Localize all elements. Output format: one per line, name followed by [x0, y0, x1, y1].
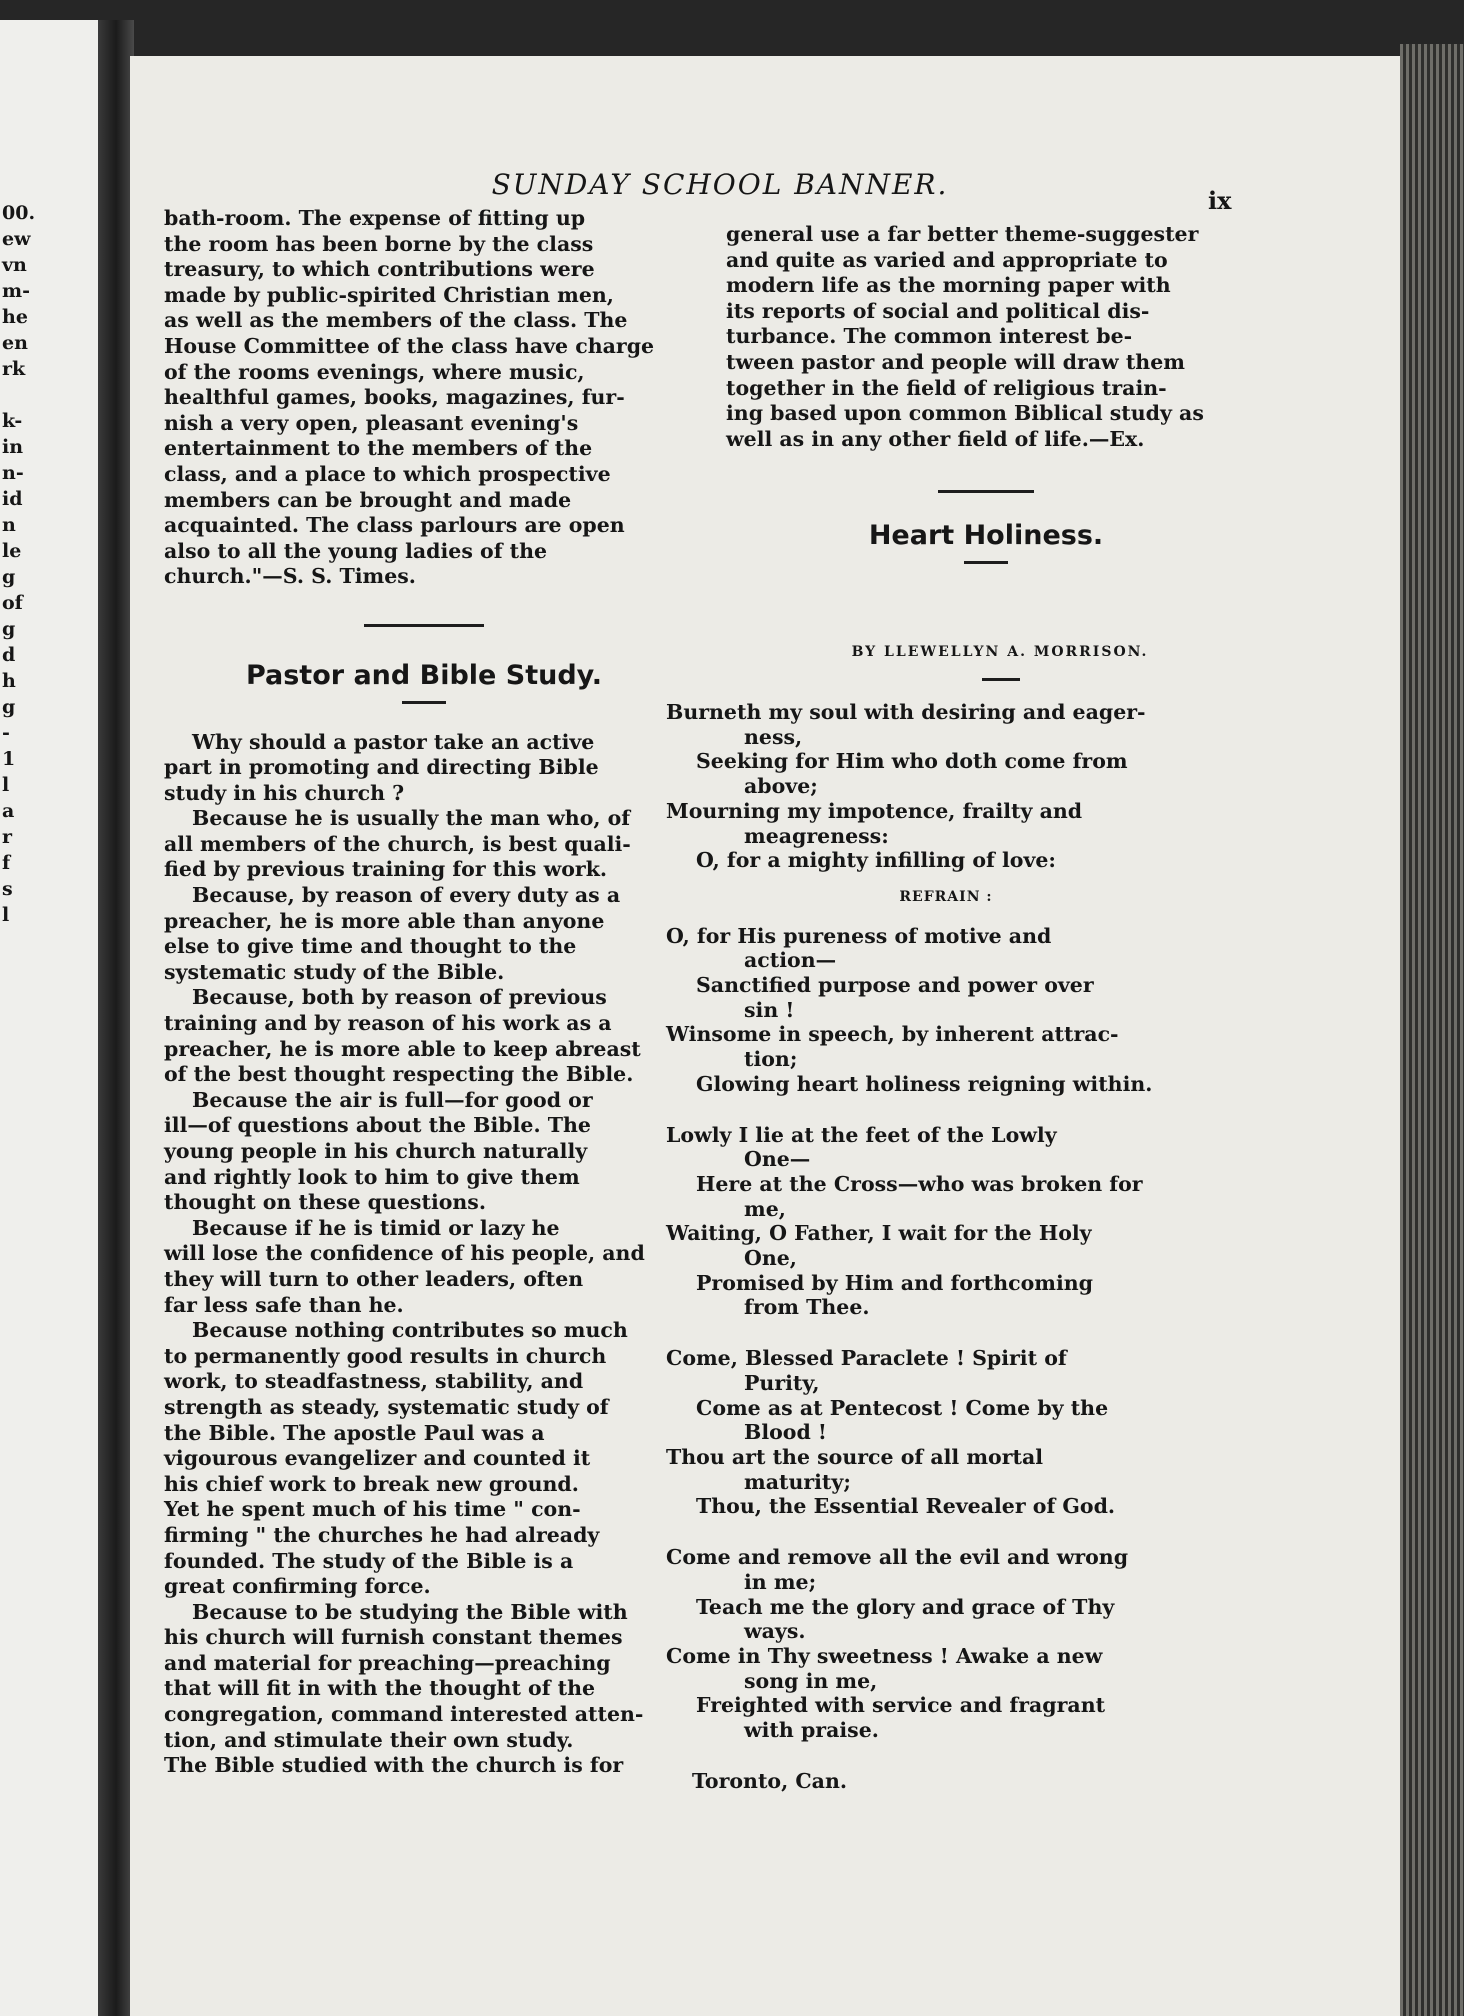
text-line: also to all the young ladies of the	[164, 538, 548, 563]
poem-line: Lowly I lie at the feet of the Lowly	[666, 1122, 1057, 1147]
poem-line: in me;	[744, 1569, 817, 1594]
text-fragment: rk	[2, 358, 26, 380]
poem-stanza	[666, 924, 1226, 1097]
poem-line: Come as at Pentecost ! Come by the	[696, 1395, 1109, 1420]
page-number: ix	[1208, 186, 1232, 215]
poem-line: Glowing heart holiness reigning within.	[696, 1071, 1153, 1096]
left-column	[164, 206, 684, 1779]
text-line: vigourous evangelizer and counted it	[164, 1446, 591, 1471]
text-fragment: -	[2, 722, 10, 744]
text-fragment: id	[2, 488, 23, 510]
text-line: study in his church ?	[164, 780, 405, 805]
text-line: and quite as varied and appropriate to	[726, 247, 1168, 272]
text-line: far less safe than he.	[164, 1292, 404, 1317]
text-line: they will turn to other leaders, often	[164, 1266, 584, 1291]
continued-article	[726, 222, 1246, 452]
article-body	[164, 730, 684, 1779]
byline-rule	[982, 678, 1020, 681]
poem-byline: BY LLEWELLYN A. MORRISON.	[851, 644, 1149, 660]
text-line: healthful games, books, magazines, fur-	[164, 385, 625, 410]
text-line: of the rooms evenings, where music,	[164, 359, 585, 384]
text-fragment: d	[2, 644, 16, 666]
title-rule	[964, 561, 1008, 564]
poem-stanza	[666, 1123, 1226, 1321]
text-line: work, to steadfastness, stability, and	[164, 1369, 584, 1394]
poem-line: Here at the Cross—who was broken for	[696, 1171, 1143, 1196]
poem-line: Thou, the Essential Revealer of God.	[696, 1494, 1116, 1519]
text-line: part in promoting and directing Bible	[164, 755, 599, 780]
poem-line: Purity,	[744, 1370, 820, 1395]
text-line: Why should a pastor take an active	[192, 729, 595, 754]
text-line: to permanently good results in church	[164, 1343, 607, 1368]
text-fragment: en	[2, 332, 28, 354]
text-fragment: g	[2, 618, 16, 640]
text-fragment: s	[2, 878, 13, 900]
text-line: firming " the churches he had already	[164, 1522, 600, 1547]
poem-line: Freighted with service and fragrant	[696, 1693, 1106, 1718]
text-line: tion, and stimulate their own study.	[164, 1727, 574, 1752]
poem-line: Blood !	[744, 1420, 827, 1445]
poem-stanza	[666, 1346, 1226, 1519]
text-line: all members of the church, is best quali-	[164, 831, 631, 856]
poem-line: Teach me the glory and grace of Thy	[696, 1594, 1115, 1619]
text-fragment: l	[2, 904, 10, 926]
text-line: preacher, he is more able than anyone	[164, 908, 605, 933]
text-fragment: le	[2, 540, 22, 562]
poem-line: Seeking for Him who doth come from	[696, 749, 1128, 774]
poem-line: Waiting, O Father, I wait for the Holy	[666, 1221, 1092, 1246]
section-divider	[364, 624, 484, 627]
right-column	[726, 222, 1246, 564]
text-line: Yet he spent much of his time " con-	[164, 1497, 581, 1522]
text-line: of the best thought respecting the Bible.	[164, 1062, 634, 1087]
text-fragment: n	[2, 514, 16, 536]
poem-line: O, for His pureness of motive and	[666, 923, 1052, 948]
text-line: bath-room. The expense of fitting up	[164, 206, 586, 230]
poem-line: from Thee.	[744, 1295, 870, 1320]
text-fragment: 00.	[2, 202, 36, 224]
text-fragment: l	[2, 774, 10, 796]
poem-line: Mourning my impotence, frailty and	[666, 798, 1083, 823]
facing-page-edge	[0, 20, 104, 2016]
text-line: ill—of questions about the Bible. The	[164, 1113, 591, 1138]
text-fragment: he	[2, 306, 28, 328]
poem-line: Come, Blessed Paraclete ! Spirit of	[666, 1346, 1067, 1371]
text-fragment: k-	[2, 410, 23, 432]
poem-line: me,	[744, 1196, 786, 1221]
text-fragment: m-	[2, 280, 30, 302]
text-line: the room has been borne by the class	[164, 231, 594, 256]
text-fragment: in	[2, 436, 24, 458]
poem-line: Burneth my soul with desiring and eager-	[666, 700, 1146, 724]
poem-stanzas	[666, 924, 1226, 1743]
continued-article	[164, 206, 684, 590]
poem-line: Sanctified purpose and power over	[696, 973, 1094, 998]
poem-line: O, for a mighty infilling of love:	[696, 848, 1056, 873]
running-title: SUNDAY SCHOOL BANNER.	[491, 168, 949, 201]
poem-line: ness,	[744, 724, 803, 749]
poem-line: action—	[744, 948, 837, 973]
facing-page-fragments	[2, 200, 100, 928]
poem-line: Promised by Him and forthcoming	[696, 1270, 1093, 1295]
poem-line: One,	[744, 1246, 797, 1271]
text-line: church."—S. S. Times.	[164, 564, 416, 589]
text-line: the Bible. The apostle Paul was a	[164, 1420, 545, 1445]
text-line: class, and a place to which prospective	[164, 461, 611, 486]
text-fragment: of	[2, 592, 23, 614]
text-line: else to give time and thought to the	[164, 934, 577, 959]
refrain-label: REFRAIN :	[899, 888, 993, 905]
poem-line: Come and remove all the evil and wrong	[666, 1545, 1129, 1570]
poem-stanza	[666, 700, 1226, 873]
text-fragment: h	[2, 670, 16, 692]
book-gutter	[98, 20, 134, 2016]
text-line: preacher, he is more able to keep abreast	[164, 1036, 641, 1061]
text-line: Because he is usually the man who, of	[192, 806, 631, 831]
text-line: House Committee of the class have charge	[164, 333, 655, 358]
text-line: great confirming force.	[164, 1574, 431, 1599]
text-line: training and by reason of his work as a	[164, 1011, 612, 1036]
poem-line: Come in Thy sweetness ! Awake a new	[666, 1643, 1103, 1668]
text-line: Because nothing contributes so much	[192, 1318, 628, 1343]
poem-line: above;	[744, 774, 818, 799]
article-title: Pastor and Bible Study.	[245, 659, 603, 691]
text-line: will lose the confidence of his people, and	[164, 1241, 645, 1266]
poem-line: ways.	[744, 1619, 806, 1644]
text-line: acquainted. The class parlours are open	[164, 513, 625, 538]
text-line: ing based upon common Biblical study as	[726, 401, 1204, 426]
text-fragment: vn	[2, 254, 27, 276]
text-line: modern life as the morning paper with	[726, 273, 1171, 298]
text-line: and rightly look to him to give them	[164, 1164, 580, 1189]
title-rule	[402, 701, 446, 704]
text-line: Because, both by reason of previous	[192, 985, 607, 1010]
poem-line: with praise.	[744, 1718, 879, 1743]
page-stack-edge	[1400, 44, 1464, 2016]
poem	[666, 700, 1226, 1793]
poem-line: tion;	[744, 1047, 798, 1072]
text-line: turbance. The common interest be-	[726, 324, 1133, 349]
text-line: his chief work to break new ground.	[164, 1471, 579, 1496]
text-fragment: g	[2, 566, 16, 588]
text-line: strength as steady, systematic study of	[164, 1394, 609, 1419]
text-line: fied by previous training for this work.	[164, 857, 608, 882]
text-line: nish a very open, pleasant evening's	[164, 410, 579, 435]
text-fragment: a	[2, 800, 15, 822]
text-line: founded. The study of the Bible is a	[164, 1548, 574, 1573]
text-line: as well as the members of the class. The	[164, 308, 628, 333]
text-line: members can be brought and made	[164, 487, 572, 512]
text-fragment: ew	[2, 228, 31, 250]
text-line: general use a far better theme-suggester	[726, 222, 1199, 246]
poem-line: meagreness:	[744, 823, 889, 848]
text-line: Because the air is full—for good or	[192, 1087, 593, 1112]
text-line: treasury, to which contributions were	[164, 257, 595, 282]
poem-line: sin !	[744, 997, 795, 1022]
poem-line: One—	[744, 1147, 811, 1172]
text-line: young people in his church naturally	[164, 1139, 588, 1163]
text-line: that will fit in with the thought of the	[164, 1676, 596, 1701]
poem-line: maturity;	[744, 1469, 851, 1494]
text-line: congregation, command interested atten-	[164, 1702, 644, 1727]
text-line: entertainment to the members of the	[164, 436, 593, 461]
poem-line: Thou art the source of all mortal	[666, 1444, 1044, 1469]
text-fragment: g	[2, 696, 16, 718]
poem-signature: Toronto, Can.	[692, 1768, 848, 1793]
text-line: together in the field of religious train-	[726, 375, 1167, 400]
text-line: The Bible studied with the church is for	[164, 1753, 624, 1778]
text-line: well as in any other field of life.—Ex.	[726, 426, 1145, 451]
text-line: his church will furnish constant themes	[164, 1625, 623, 1650]
text-line: Because to be studying the Bible with	[192, 1599, 628, 1624]
blank-line	[2, 382, 100, 408]
poem-stanza	[666, 1545, 1226, 1743]
poem-line: Winsome in speech, by inherent attrac-	[666, 1022, 1119, 1047]
text-fragment: r	[2, 826, 13, 848]
poem-title: Heart Holiness.	[868, 520, 1104, 552]
text-line: made by public-spirited Christian men,	[164, 282, 614, 307]
poem-line: song in me,	[744, 1668, 878, 1693]
text-line: and material for preaching—preaching	[164, 1650, 611, 1675]
text-fragment: f	[2, 852, 11, 874]
text-line: Because, by reason of every duty as a	[192, 883, 621, 908]
text-line: thought on these questions.	[164, 1190, 486, 1215]
text-fragment: 1	[2, 748, 16, 770]
text-line: tween pastor and people will draw them	[726, 349, 1185, 374]
section-divider	[938, 490, 1034, 493]
text-line: Because if he is timid or lazy he	[192, 1215, 560, 1240]
text-line: systematic study of the Bible.	[164, 959, 505, 984]
text-fragment: n-	[2, 462, 24, 484]
text-line: its reports of social and political dis-	[726, 298, 1150, 323]
